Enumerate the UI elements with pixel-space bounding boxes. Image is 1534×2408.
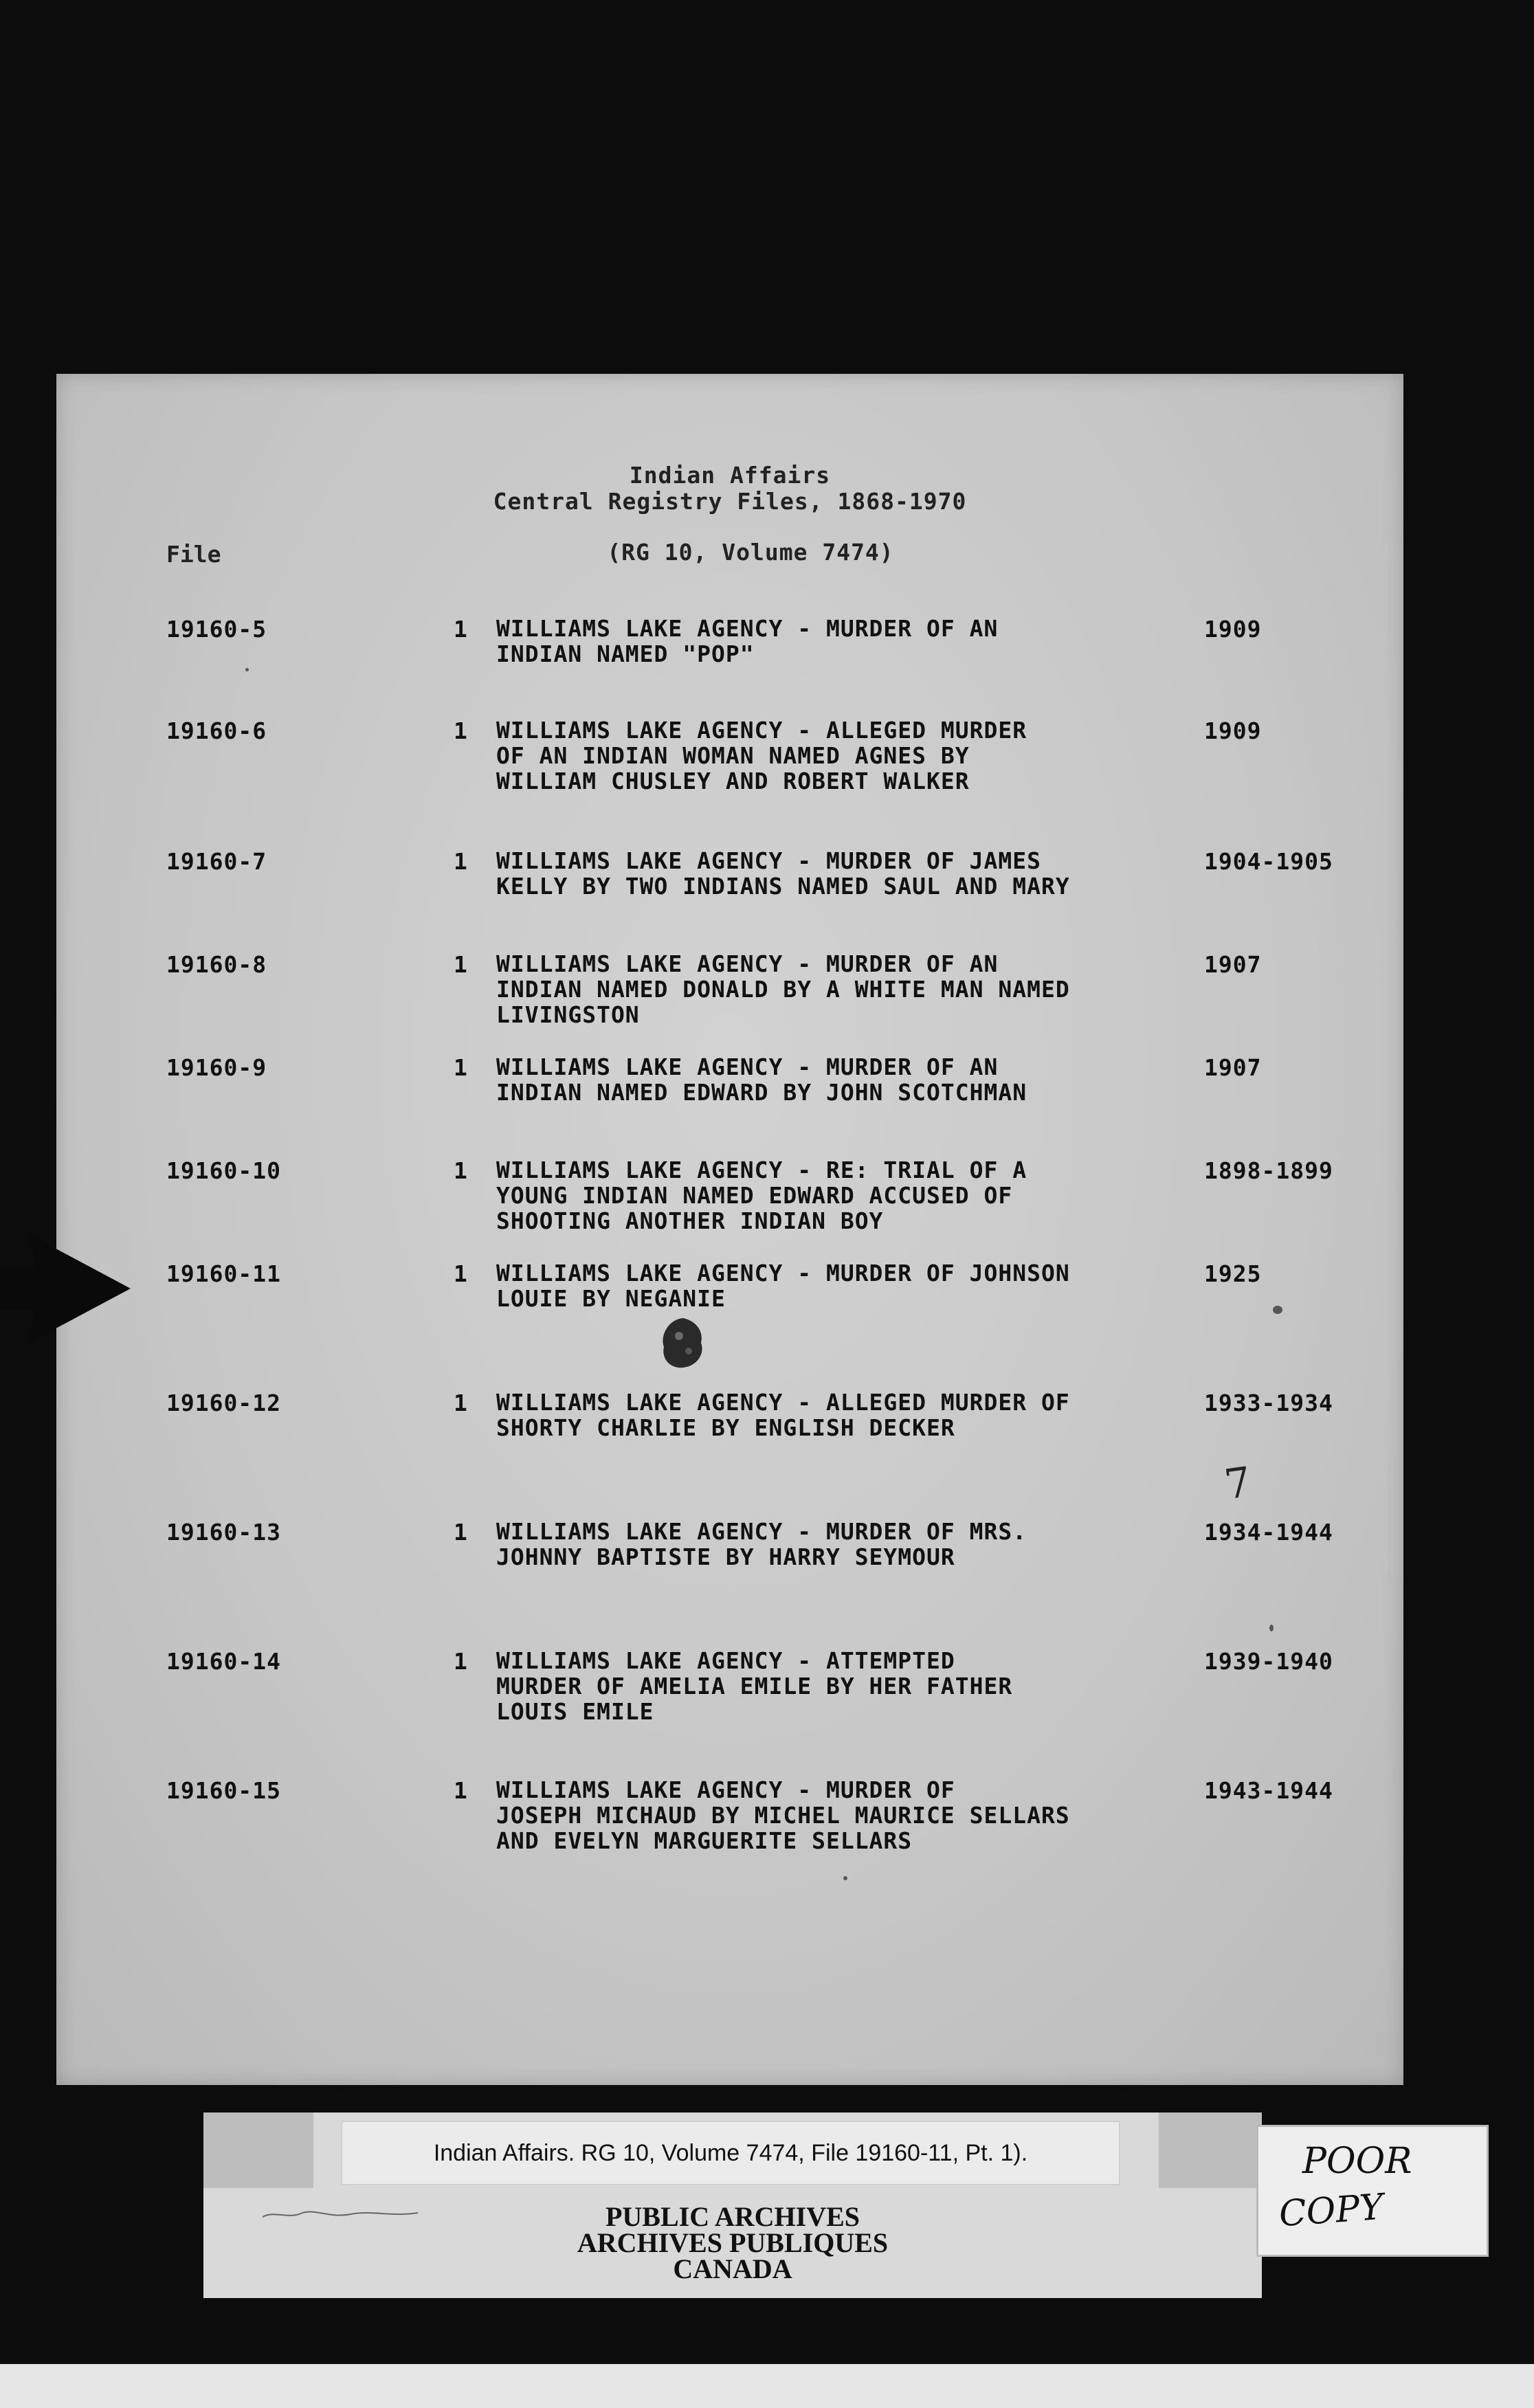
file-date: 1939-1940: [1204, 1648, 1333, 1675]
header-title: Indian Affairs: [629, 462, 831, 489]
archive-label-strip: [203, 2112, 1262, 2298]
stamp-line: ARCHIVES PUBLIQUES: [577, 2227, 889, 2258]
file-number: 19160-12: [166, 1390, 281, 1416]
volume-count: 1: [454, 717, 468, 744]
header-subtitle: Central Registry Files, 1868-1970: [493, 488, 967, 515]
file-date: 1909: [1204, 717, 1262, 744]
volume-count: 1: [454, 1777, 468, 1804]
stamp-line: CANADA: [673, 2253, 792, 2284]
file-date: 1934-1944: [1204, 1519, 1333, 1546]
file-date: 1907: [1204, 951, 1262, 978]
file-title: WILLIAMS LAKE AGENCY - MURDER OF JAMES KELLY BY TWO INDIANS NAMED SAUL AND MARY: [496, 847, 1070, 900]
document-page: [56, 374, 1403, 2085]
file-title: WILLIAMS LAKE AGENCY - MURDER OF AN INDIAN NAMED "POP": [496, 615, 999, 667]
file-title: WILLIAMS LAKE AGENCY - RE: TRIAL OF A YOUNG INDIAN NAMED EDWARD ACCUSED OF SHOOTING ANOTHER INDIAN BOY: [496, 1157, 1027, 1234]
arrow-pointer-icon: [0, 1227, 131, 1350]
file-number: 19160-14: [166, 1648, 281, 1675]
speck: [1273, 1306, 1282, 1314]
file-title: WILLIAMS LAKE AGENCY - ATTEMPTED MURDER OF AMELIA EMILE BY HER FATHER LOUIS EMILE: [496, 1647, 1013, 1725]
file-date: 1904-1905: [1204, 848, 1333, 875]
file-number: 19160-7: [166, 848, 267, 875]
file-title: WILLIAMS LAKE AGENCY - ALLEGED MURDER OF AN INDIAN WOMAN NAMED AGNES BY WILLIAM CHUSLEY AND ROBERT WALKER: [496, 717, 1027, 794]
file-number: 19160-8: [166, 951, 267, 978]
volume-count: 1: [454, 1054, 468, 1081]
file-title: WILLIAMS LAKE AGENCY - MURDER OF AN INDIAN NAMED EDWARD BY JOHN SCOTCHMAN: [496, 1054, 1027, 1106]
file-number: 19160-15: [166, 1777, 281, 1804]
volume-count: 1: [454, 1648, 468, 1675]
volume-count: 1: [454, 951, 468, 978]
file-date: 1909: [1204, 616, 1262, 643]
file-number: 19160-6: [166, 717, 267, 744]
file-date: 1925: [1204, 1260, 1262, 1287]
speck: [1269, 1625, 1274, 1631]
file-title: WILLIAMS LAKE AGENCY - MURDER OF JOHNSON LOUIE BY NEGANIE: [496, 1260, 1070, 1312]
file-number: 19160-9: [166, 1054, 267, 1081]
file-title: WILLIAMS LAKE AGENCY - ALLEGED MURDER OF SHORTY CHARLIE BY ENGLISH DECKER: [496, 1389, 1070, 1441]
stamp-line: PUBLIC ARCHIVES: [605, 2201, 860, 2232]
file-title: WILLIAMS LAKE AGENCY - MURDER OF AN INDIAN NAMED DONALD BY A WHITE MAN NAMED LIVINGSTON: [496, 950, 1070, 1028]
speck: [843, 1876, 847, 1880]
volume-count: 1: [454, 1519, 468, 1546]
poor-copy-word: POOR: [1302, 2141, 1412, 2182]
poor-copy-note: [1256, 2125, 1489, 2257]
file-title: WILLIAMS LAKE AGENCY - MURDER OF MRS. JOHNNY BAPTISTE BY HARRY SEYMOUR: [496, 1518, 1027, 1570]
label-tab: [1159, 2112, 1262, 2188]
volume-count: 1: [454, 1390, 468, 1416]
volume-count: 1: [454, 1157, 468, 1184]
file-column-label: File: [166, 541, 221, 568]
volume-count: 1: [454, 848, 468, 875]
label-tab: [203, 2112, 313, 2188]
file-date: 1943-1944: [1204, 1777, 1333, 1804]
handwritten-mark: 7: [1221, 1458, 1254, 1510]
poor-copy-word: COPY: [1278, 2186, 1385, 2236]
file-title: WILLIAMS LAKE AGENCY - MURDER OF JOSEPH MICHAUD BY MICHEL MAURICE SELLARS AND EVELYN MARGUERITE SELLARS: [496, 1776, 1070, 1854]
file-date: 1907: [1204, 1054, 1262, 1081]
header-volume: (RG 10, Volume 7474): [607, 539, 894, 566]
speck: [245, 668, 249, 671]
file-date: 1898-1899: [1204, 1157, 1333, 1184]
file-number: 19160-13: [166, 1519, 281, 1546]
ink-blot: [656, 1315, 711, 1370]
volume-count: 1: [454, 616, 468, 643]
citation-label: Indian Affairs. RG 10, Volume 7474, File 19160-11, Pt. 1).: [341, 2121, 1120, 2185]
film-edge: [0, 2364, 1534, 2408]
file-number: 19160-10: [166, 1157, 281, 1184]
volume-count: 1: [454, 1260, 468, 1287]
signature-mark: [261, 2207, 419, 2221]
file-number: 19160-5: [166, 616, 267, 643]
file-date: 1933-1934: [1204, 1390, 1333, 1416]
file-number: 19160-11: [166, 1260, 281, 1287]
